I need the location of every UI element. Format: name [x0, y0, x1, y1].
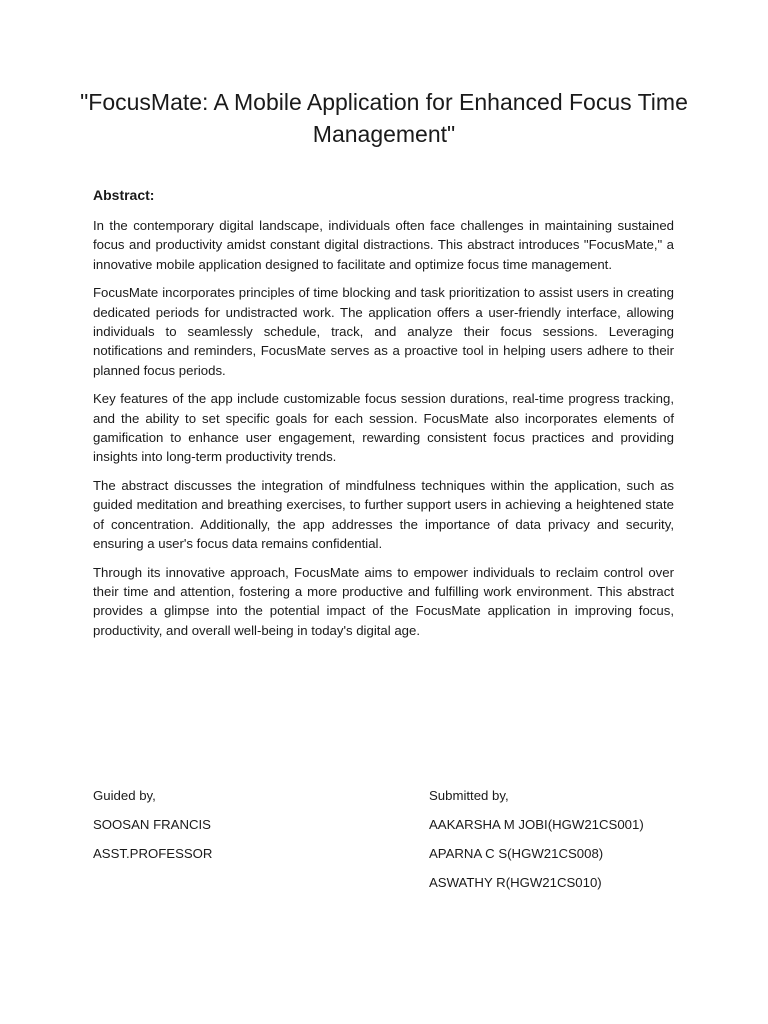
guided-by-label: Guided by,	[93, 788, 156, 803]
student-name: APARNA C S(HGW21CS008)	[429, 846, 604, 861]
abstract-heading: Abstract:	[93, 187, 155, 203]
abstract-paragraph: Key features of the app include customizable focus session durations, real-time progress tracking, and the ability to set specific goals for each session. FocusMate also incorporates elements of gamification to enhance user engagement, rewarding consistent focus practices and providing insights into long-term productivity trends.	[93, 391, 674, 465]
guide-name: SOOSAN FRANCIS	[93, 817, 211, 832]
abstract-paragraph: FocusMate incorporates principles of time blocking and task prioritization to assist users in creating dedicated periods for undistracted work. The application offers a user-friendly interface, allowing individuals to seamlessly schedule, track, and analyze their focus sessions. Leveraging notifications and reminders, FocusMate serves as a proactive tool in helping users adhere to their planned focus periods.	[93, 285, 674, 378]
submitted-by-block	[429, 786, 644, 902]
guided-by-block	[93, 786, 212, 873]
abstract-paragraph: Through its innovative approach, FocusMate aims to empower individuals to reclaim control over their time and attention, fostering a more productive and fulfilling work environment. This abstract provides a glimpse into the potential impact of the FocusMate application in improving focus, productivity, and overall well-being in today's digital age.	[93, 564, 674, 638]
abstract-paragraph: In the contemporary digital landscape, individuals often face challenges in maintaining sustained focus and productivity amidst constant digital distractions. This abstract introduces "FocusMate," a innovative mobile application designed to facilitate and optimize focus time management.	[93, 218, 674, 272]
student-name: AAKARSHA M JOBI(HGW21CS001)	[429, 817, 644, 832]
guide-role: ASST.PROFESSOR	[93, 846, 213, 861]
abstract-paragraph: The abstract discusses the integration of mindfulness techniques within the application, such as guided meditation and breathing exercises, to further support users in achieving a heightened state of concentration. Additionally, the app addresses the importance of data privacy and security, ensuring a user's focus data remains confidential.	[93, 477, 674, 552]
abstract-body	[93, 216, 674, 649]
student-name: ASWATHY R(HGW21CS010)	[429, 875, 602, 890]
submitted-by-label: Submitted by,	[429, 788, 509, 803]
document-title: "FocusMate: A Mobile Application for Enhanced Focus Time Management"	[80, 89, 688, 147]
